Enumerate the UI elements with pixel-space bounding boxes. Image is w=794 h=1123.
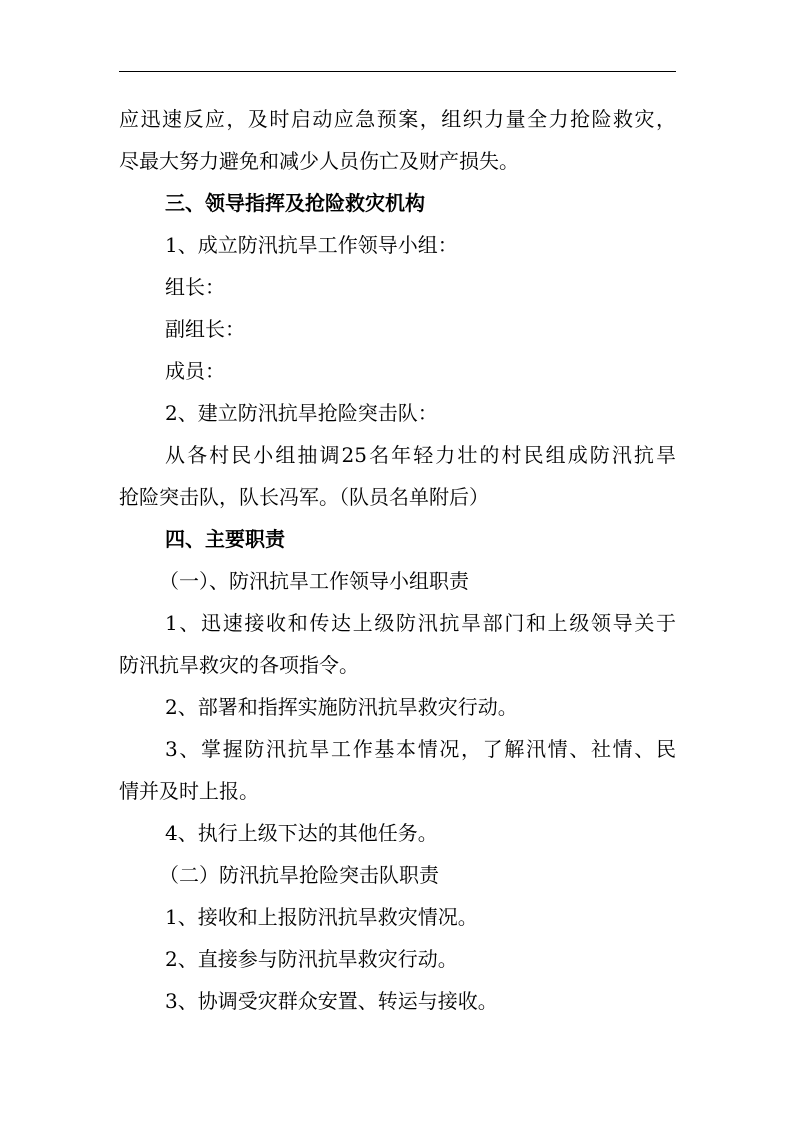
subsection-heading: （一）、防汛抗旱工作领导小组职责 [159,569,469,593]
section-heading: 四、主要职责 [165,527,285,551]
list-item: 2、直接参与防汛抗旱救灾行动。 [165,947,458,971]
list-item: 1、接收和上报防汛抗旱救灾情况。 [165,905,478,929]
paragraph-line: 抢险突击队，队长冯军。（队员名单附后） [119,485,489,509]
list-item: 3、协调受灾群众安置、转运与接收。 [165,989,498,1013]
paragraph-line: 应迅速反应，及时启动应急预案，组织力量全力抢险救灾， [119,107,676,131]
document-body [119,98,676,1022]
section-heading: 三、领导指挥及抢险救灾机构 [165,191,425,215]
paragraph-line: 从各村民小组抽调25名年轻力壮的村民组成防汛抗旱 [165,443,676,467]
list-item: 2、部署和指挥实施防汛抗旱救灾行动。 [165,695,518,719]
paragraph-line: 情并及时上报。 [119,779,259,803]
deputy-leader-label: 副组长： [165,317,245,341]
paragraph-line: 1、迅速接收和传达上级防汛抗旱部门和上级领导关于 [165,611,676,635]
team-leader-label: 组长： [165,275,225,299]
paragraph-line: 防汛抗旱救灾的各项指令。 [119,653,359,677]
list-item: 2、建立防汛抗旱抢险突击队： [165,401,438,425]
paragraph-line: 尽最大努力避免和减少人员伤亡及财产损失。 [119,149,519,173]
paragraph-line: 3、掌握防汛抗旱工作基本情况，了解汛情、社情、民 [165,737,676,761]
subsection-heading: （二）防汛抗旱抢险突击队职责 [159,863,439,887]
members-label: 成员： [165,359,225,383]
header-rule [119,71,676,72]
list-item: 1、成立防汛抗旱工作领导小组： [165,233,458,257]
list-item: 4、执行上级下达的其他任务。 [165,821,438,845]
